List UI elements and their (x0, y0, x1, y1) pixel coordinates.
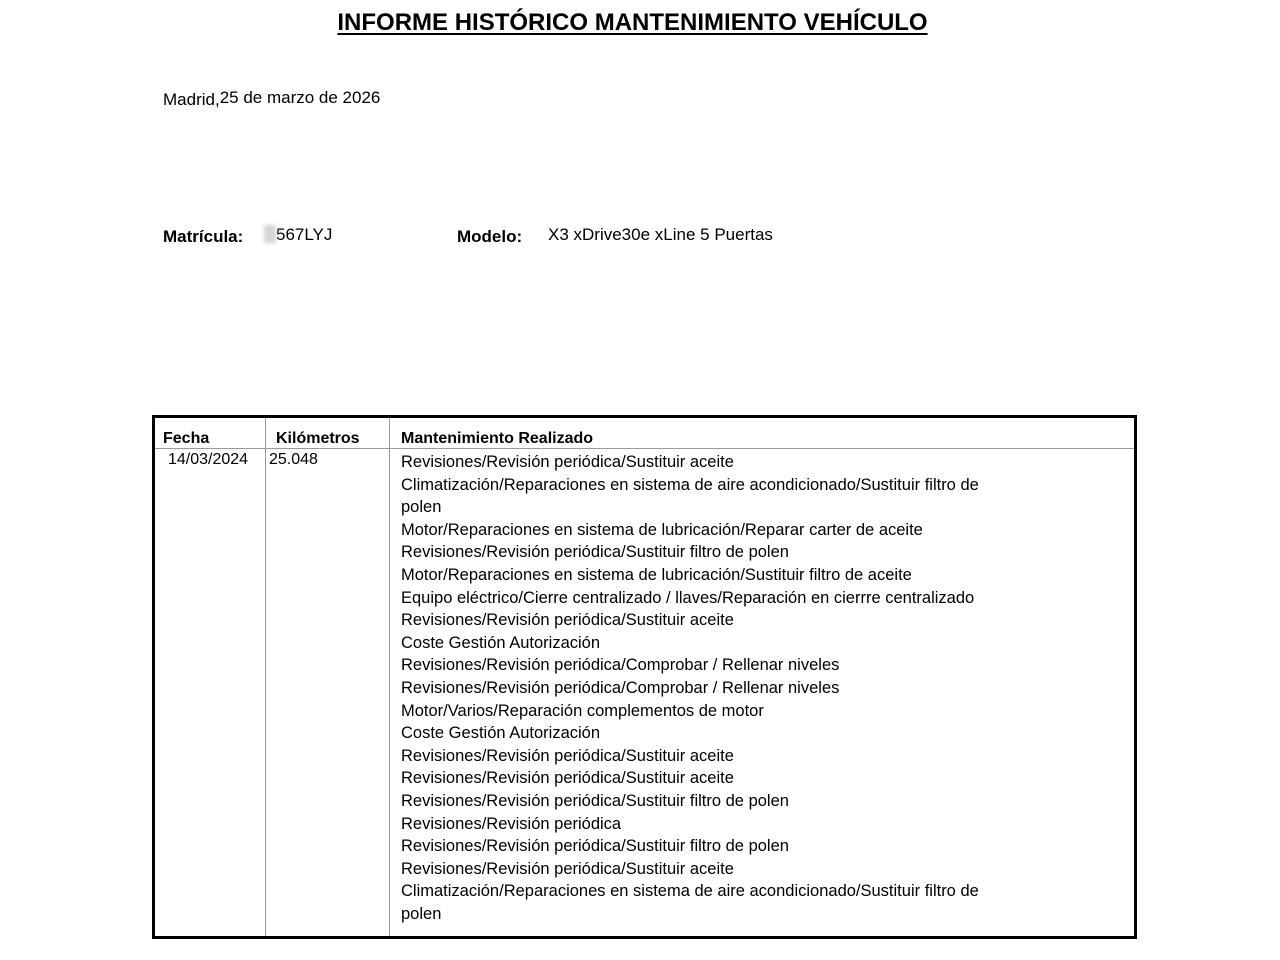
column-header-fecha: Fecha (163, 430, 210, 447)
maintenance-items-list (401, 451, 1001, 925)
maintenance-item: Coste Gestión Autorización (401, 633, 601, 652)
maintenance-item: Motor/Varios/Reparación complementos de motor (401, 701, 764, 720)
maintenance-item: Revisiones/Revisión periódica/Sustituir filtro de polen (401, 837, 789, 856)
maintenance-item: Equipo eléctrico/Cierre centralizado / llaves/Reparación en cierrre centralizado (401, 588, 975, 607)
plate-label: Matrícula: (163, 227, 244, 246)
column-divider-km (389, 418, 390, 936)
maintenance-item: Revisiones/Revisión periódica/Sustituir filtro de polen (401, 791, 789, 810)
report-date: 25 de marzo de 2026 (219, 88, 381, 107)
maintenance-item: Revisiones/Revisión periódica/Sustituir aceite (401, 611, 734, 630)
redacted-plate-prefix (264, 225, 276, 243)
column-header-mantenimiento: Mantenimiento Realizado (401, 430, 594, 447)
maintenance-item: Revisiones/Revisión periódica/Sustituir aceite (401, 859, 734, 878)
model-value: X3 xDrive30e xLine 5 Puertas (548, 225, 773, 244)
plate-value-wrapper (264, 225, 332, 245)
plate-value: 567LYJ (276, 225, 333, 244)
maintenance-item: Revisiones/Revisión periódica/Sustituir filtro de polen (401, 543, 789, 562)
row-kilometros: 25.048 (269, 451, 318, 468)
maintenance-item: Climatización/Reparaciones en sistema de aire acondicionado/Sustituir filtro de polen (401, 882, 979, 923)
place-date-line (163, 88, 380, 108)
maintenance-item: Motor/Reparaciones en sistema de lubricación/Sustituir filtro de aceite (401, 565, 912, 584)
report-title: INFORME HISTÓRICO MANTENIMIENTO VEHÍCULO (337, 9, 928, 36)
maintenance-item: Revisiones/Revisión periódica/Comprobar / Rellenar niveles (401, 678, 840, 697)
maintenance-item: Revisiones/Revisión periódica/Sustituir aceite (401, 769, 734, 788)
maintenance-item: Revisiones/Revisión periódica/Sustituir aceite (401, 453, 734, 471)
header-divider (155, 448, 1134, 449)
maintenance-item: Revisiones/Revisión periódica/Sustituir aceite (401, 746, 734, 765)
row-fecha: 14/03/2024 (168, 451, 249, 468)
maintenance-item: Coste Gestión Autorización (401, 724, 601, 743)
model-label: Modelo: (457, 227, 523, 246)
maintenance-item: Motor/Reparaciones en sistema de lubricación/Reparar carter de aceite (401, 520, 923, 539)
maintenance-item: Climatización/Reparaciones en sistema de aire acondicionado/Sustituir filtro de polen (401, 475, 979, 517)
maintenance-item: Revisiones/Revisión periódica/Comprobar / Rellenar niveles (401, 656, 840, 675)
column-header-kilometros: Kilómetros (276, 430, 360, 447)
column-divider-fecha (265, 418, 266, 936)
maintenance-table (152, 415, 1137, 939)
maintenance-item: Revisiones/Revisión periódica (401, 814, 622, 833)
place-label: Madrid, (163, 90, 220, 109)
